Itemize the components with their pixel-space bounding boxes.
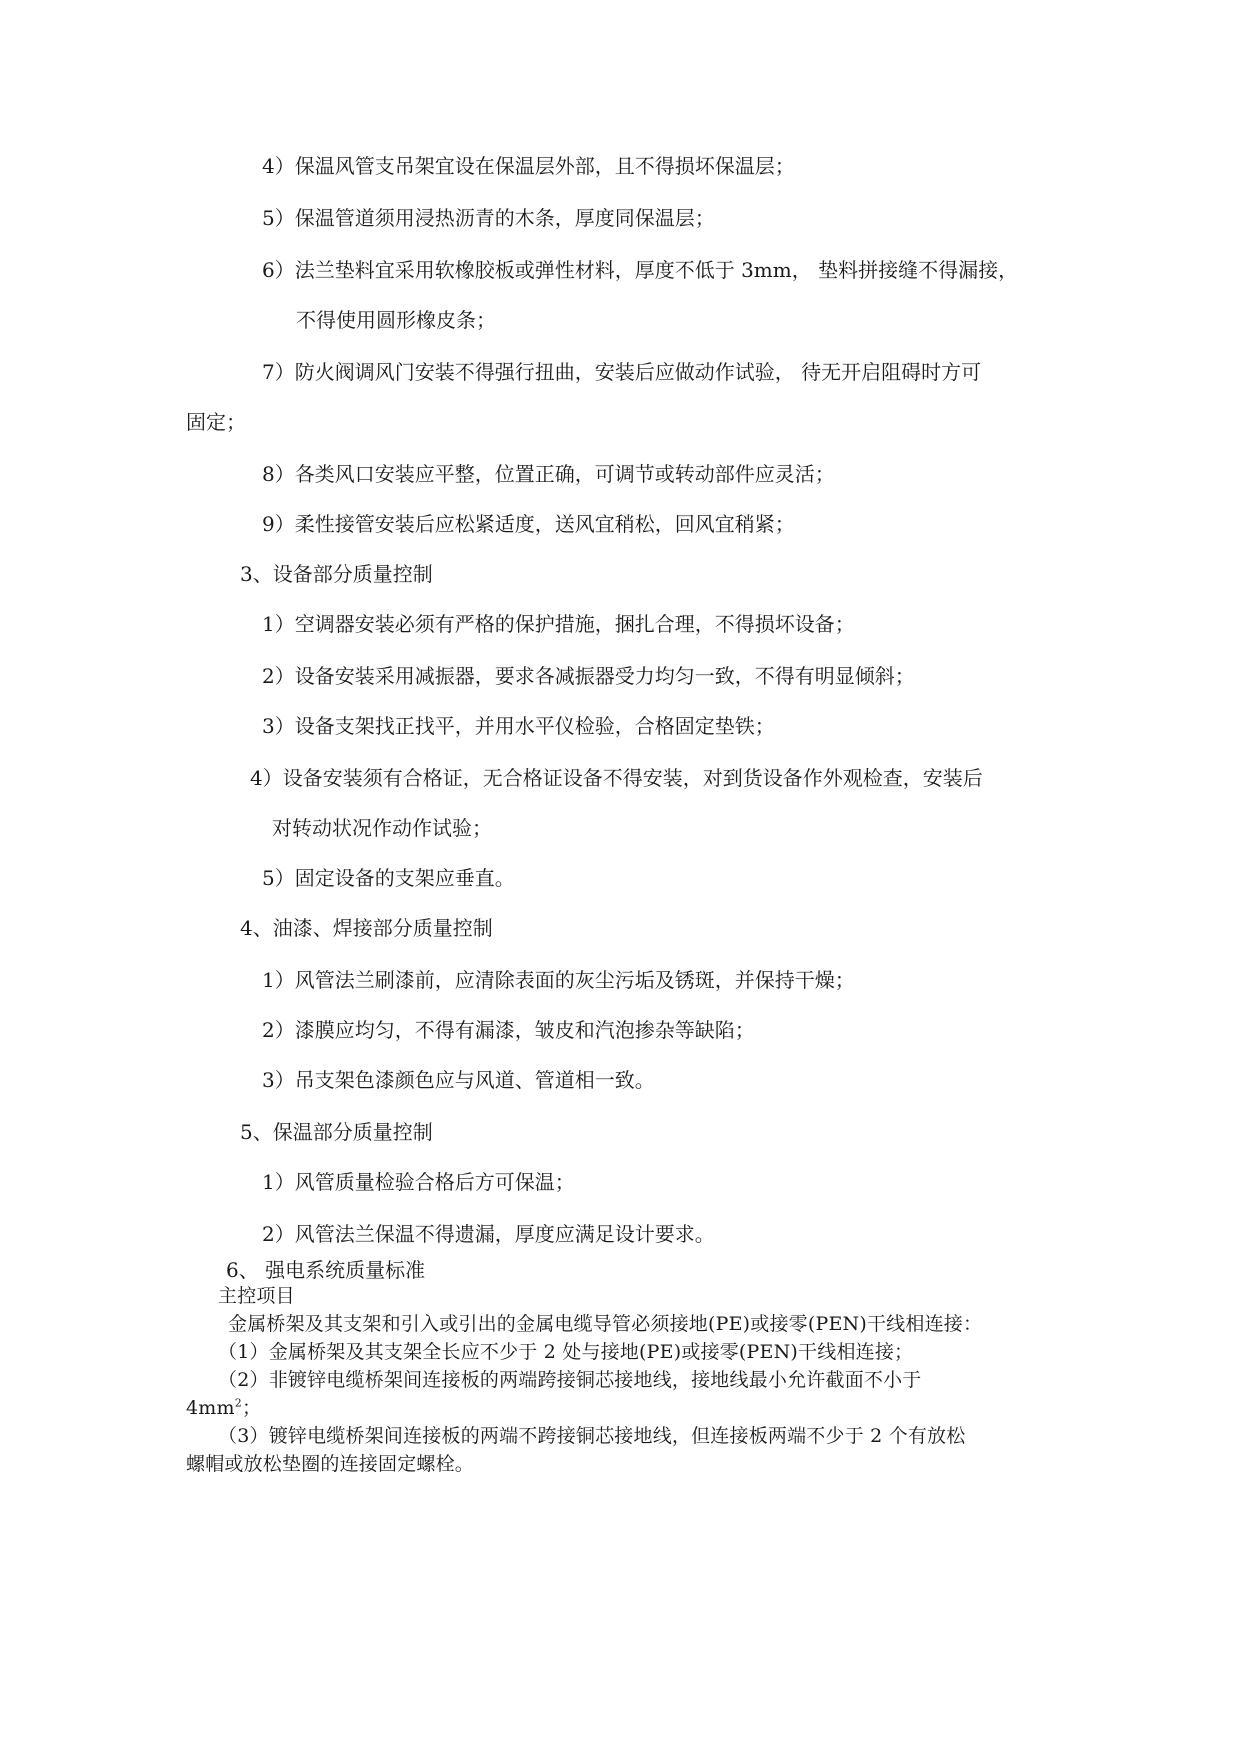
text-line: 螺帽或放松垫圈的连接固定螺栓。 xyxy=(186,1453,475,1475)
text-line: （3）镀锌电缆桥架间连接板的两端不跨接铜芯接地线，但连接板两端不少于 2 个有放松 xyxy=(218,1425,966,1447)
section-heading: 4、油漆、焊接部分质量控制 xyxy=(240,916,493,940)
text-line: 金属桥架及其支架和引入或引出的金属电缆导管必须接地(PE)或接零(PEN)干线相连接： xyxy=(228,1313,983,1335)
text-line xyxy=(186,1395,261,1421)
subsection-heading: 主控项目 xyxy=(218,1285,295,1307)
text-line: 1）风管法兰刷漆前，应清除表面的灰尘污垢及锈斑，并保持干燥； xyxy=(262,968,855,992)
text-line: （1）金属桥架及其支架全长应不少于 2 处与接地(PE)或接零(PEN)干线相连接； xyxy=(218,1341,914,1363)
section-heading: 5、保温部分质量控制 xyxy=(240,1120,433,1144)
text-line: 不得使用圆形橡皮条； xyxy=(296,308,496,332)
text-line: 2）设备安装采用减振器，要求各减振器受力均匀一致，不得有明显倾斜； xyxy=(262,664,915,688)
text-line: 4）保温风管支吊架宜设在保温层外部，且不得损坏保温层； xyxy=(262,154,795,178)
text-line: 固定； xyxy=(186,410,246,434)
text-line: 1）空调器安装必须有严格的保护措施，捆扎合理，不得损坏设备； xyxy=(262,612,855,636)
text-line: 3）吊支架色漆颜色应与风道、管道相一致。 xyxy=(262,1068,655,1092)
text-line: （2）非镀锌电缆桥架间连接板的两端跨接铜芯接地线，接地线最小允许截面不小于 xyxy=(218,1369,922,1391)
text-line: 7）防火阀调风门安装不得强行扭曲，安装后应做动作试验， 待无开启阻碍时方可 xyxy=(262,360,982,384)
text-line: 8）各类风口安装应平整，位置正确，可调节或转动部件应灵活； xyxy=(262,462,835,486)
text-line: 3）设备支架找正找平，并用水平仪检验，合格固定垫铁； xyxy=(262,714,775,738)
unit-value: 4mm xyxy=(186,1397,235,1419)
text-line: 4）设备安装须有合格证，无合格证设备不得安装，对到货设备作外观检查，安装后 xyxy=(250,766,983,790)
text-line: 2）漆膜应均匀，不得有漏漆，皱皮和汽泡掺杂等缺陷； xyxy=(262,1018,755,1042)
text-line: 2）风管法兰保温不得遗漏，厚度应满足设计要求。 xyxy=(262,1222,715,1246)
superscript: 2 xyxy=(234,1396,242,1410)
text-line: 对转动状况作动作试验； xyxy=(272,816,492,840)
text-line: 5）固定设备的支架应垂直。 xyxy=(262,866,515,890)
section-heading: 3、设备部分质量控制 xyxy=(240,562,433,586)
text-line: 1）风管质量检验合格后方可保温； xyxy=(262,1170,575,1194)
text-line: 9）柔性接管安装后应松紧适度，送风宜稍松，回风宜稍紧； xyxy=(262,512,795,536)
text-line: 6）法兰垫料宜采用软橡胶板或弹性材料，厚度不低于 3mm， 垫料拼接缝不得漏接， xyxy=(262,258,1019,282)
section-heading: 6、 强电系统质量标准 xyxy=(226,1258,426,1282)
punctuation: ； xyxy=(241,1397,262,1419)
text-line: 5）保温管道须用浸热沥青的木条，厚度同保温层； xyxy=(262,206,715,230)
